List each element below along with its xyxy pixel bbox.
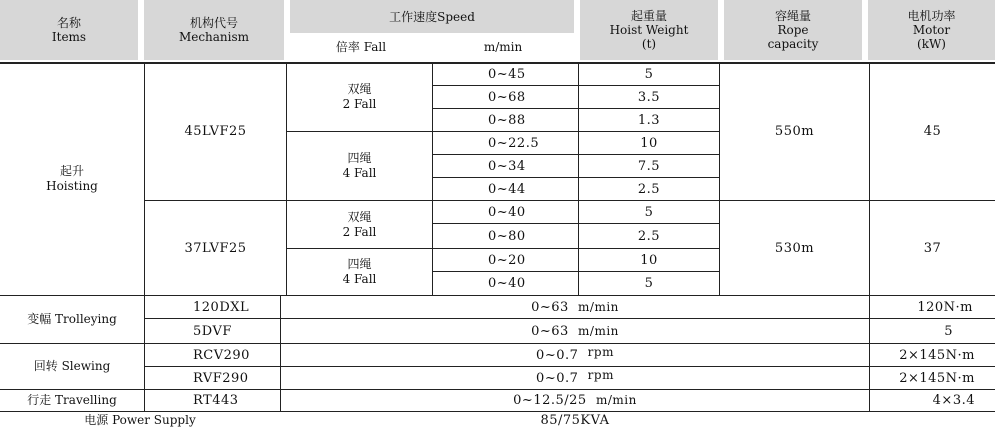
motor-cell <box>870 63 995 200</box>
weight-value: 5 <box>644 66 654 82</box>
speed-value: 0~34 <box>488 158 526 174</box>
rope-value: 530m <box>774 240 815 256</box>
speed-cell <box>433 63 578 85</box>
weight-value: 10 <box>640 252 658 268</box>
mechanism-code: RVF290 <box>193 370 249 386</box>
rope-cell <box>720 63 869 200</box>
speed-cell <box>433 224 578 248</box>
weight-cell <box>579 249 719 271</box>
header-mechanism-en: Mechanism <box>178 30 250 44</box>
fall-cn: 双绳 <box>347 209 372 224</box>
trolleying-label-text: 变幅 Trolleying <box>27 312 117 326</box>
speed-cell <box>281 296 869 318</box>
weight-value: 2.5 <box>637 228 661 244</box>
speed-value: 0~0.7 <box>536 370 579 386</box>
header-speed <box>290 0 574 33</box>
motor-cell <box>870 319 995 343</box>
header-rope <box>724 0 862 60</box>
rope-cell <box>720 201 869 295</box>
header-hoist-unit: (t) <box>641 37 657 51</box>
speed-value: 0~68 <box>488 89 526 105</box>
speed-cell <box>433 109 578 131</box>
motor-cell <box>870 201 995 295</box>
fall-cn: 双绳 <box>347 82 372 96</box>
motor-value: 45 <box>923 124 942 139</box>
header-items-cn: 名称 <box>56 16 81 30</box>
speed-cell <box>281 319 869 343</box>
motor-value: 37 <box>923 240 942 256</box>
mechanism-cell <box>145 390 280 411</box>
power-supply-value <box>281 412 869 429</box>
speed-cell <box>433 155 578 177</box>
speed-cell <box>281 390 869 411</box>
speed-unit: rpm <box>587 344 614 359</box>
weight-cell <box>579 63 719 85</box>
rope-value: 550m <box>774 124 815 139</box>
speed-value: 0~22.5 <box>488 135 540 151</box>
weight-value: 1.3 <box>637 112 661 128</box>
mechanism-code: 5DVF <box>193 323 232 339</box>
mechanism-code: 37LVF25 <box>184 240 247 256</box>
header-speed-label: 工作速度Speed <box>389 9 475 24</box>
hoisting-label-cn: 起升 <box>59 164 84 178</box>
speed-cell <box>433 178 578 200</box>
speed-value: 0~20 <box>488 252 526 268</box>
mechanism-cell <box>145 344 280 366</box>
weight-cell <box>579 272 719 295</box>
motor-value: 2×145N·m <box>899 370 975 386</box>
mechanism-code: 120DXL <box>193 299 250 315</box>
speed-cell <box>433 249 578 271</box>
header-fall <box>290 33 432 60</box>
header-items-en: Items <box>51 30 87 44</box>
header-motor-en: Motor <box>912 23 951 37</box>
speed-value: 0~12.5/25 <box>513 393 587 408</box>
fall-en: 4 Fall <box>342 165 377 180</box>
fall-cell <box>287 201 432 248</box>
speed-value: 0~80 <box>488 228 526 244</box>
power-supply-value-text: 85/75KVA <box>540 413 610 428</box>
weight-cell <box>579 224 719 248</box>
mechanism-cell <box>145 63 286 200</box>
motor-value: 4×3.4 <box>932 393 975 408</box>
header-mechanism <box>144 0 284 60</box>
header-items <box>0 0 138 60</box>
motor-value: 2×145N·m <box>899 347 975 363</box>
motor-value: 5 <box>944 323 953 339</box>
travelling-label <box>0 390 144 411</box>
speed-cell <box>281 344 869 366</box>
mechanism-code: RCV290 <box>193 347 250 363</box>
fall-cell <box>287 131 432 200</box>
header-unit <box>432 33 574 60</box>
slewing-label-text: 回转 Slewing <box>33 359 111 373</box>
header-fall-label: 倍率 Fall <box>335 40 387 54</box>
mechanism-code: 45LVF25 <box>184 124 247 139</box>
weight-cell <box>579 178 719 200</box>
speed-cell <box>433 201 578 223</box>
header-motor-unit: (kW) <box>917 37 946 51</box>
motor-cell <box>870 390 995 411</box>
motor-value: 120N·m <box>917 299 973 315</box>
weight-value: 7.5 <box>637 158 661 174</box>
weight-cell <box>579 201 719 223</box>
mechanism-cell <box>145 367 280 389</box>
motor-cell <box>870 296 995 318</box>
weight-value: 10 <box>640 135 658 151</box>
speed-value: 0~45 <box>488 66 526 82</box>
header-motor-cn: 电机功率 <box>907 9 956 23</box>
speed-unit: m/min <box>578 299 619 314</box>
header-rope-en1: Rope <box>777 23 809 37</box>
power-supply-label-text: 电源 Power Supply <box>84 413 196 427</box>
header-rope-en2: capacity <box>767 37 819 51</box>
header-mechanism-cn: 机构代号 <box>189 16 238 30</box>
weight-value: 2.5 <box>637 181 661 197</box>
speed-value: 0~40 <box>488 276 526 291</box>
speed-cell <box>433 132 578 154</box>
fall-cn: 四绳 <box>347 257 372 271</box>
header-motor <box>868 0 995 60</box>
travelling-label-text: 行走 Travelling <box>27 393 117 407</box>
mechanism-cell <box>145 319 280 343</box>
speed-value: 0~88 <box>488 112 526 128</box>
weight-cell <box>579 132 719 154</box>
trolleying-label <box>0 296 144 343</box>
power-supply-label <box>0 412 280 429</box>
speed-value: 0~40 <box>488 204 526 220</box>
speed-unit: m/min <box>578 323 619 338</box>
fall-en: 4 Fall <box>342 272 377 286</box>
mechanism-code: RT443 <box>193 393 239 408</box>
speed-value: 0~0.7 <box>536 347 579 363</box>
mechanism-cell <box>145 296 280 318</box>
speed-value: 0~63 <box>531 323 569 339</box>
fall-cell <box>287 63 432 131</box>
speed-unit: m/min <box>595 393 637 407</box>
hoisting-label-en: Hoisting <box>46 179 98 193</box>
weight-value: 5 <box>644 204 654 220</box>
header-hoist <box>580 0 718 60</box>
speed-cell <box>281 367 869 389</box>
speed-cell <box>433 86 578 108</box>
weight-value: 3.5 <box>637 89 661 105</box>
speed-unit: rpm <box>587 367 614 382</box>
weight-cell <box>579 155 719 177</box>
fall-cell <box>287 249 432 295</box>
speed-value: 0~44 <box>488 181 526 197</box>
motor-cell <box>870 367 995 389</box>
speed-cell <box>433 272 578 295</box>
weight-cell <box>579 86 719 108</box>
header-hoist-en: Hoist Weight <box>609 23 689 37</box>
speed-value: 0~63 <box>531 299 569 315</box>
header-hoist-cn: 起重量 <box>630 9 667 23</box>
weight-value: 5 <box>644 276 654 291</box>
header-rope-cn: 容绳量 <box>774 9 811 23</box>
hoisting-label <box>0 63 144 295</box>
motor-cell <box>870 344 995 366</box>
fall-cn: 四绳 <box>347 150 372 165</box>
mechanism-cell <box>145 201 286 295</box>
header-unit-label: m/min <box>483 39 523 54</box>
fall-en: 2 Fall <box>342 97 377 111</box>
fall-en: 2 Fall <box>342 224 377 239</box>
slewing-label <box>0 344 144 389</box>
weight-cell <box>579 109 719 131</box>
